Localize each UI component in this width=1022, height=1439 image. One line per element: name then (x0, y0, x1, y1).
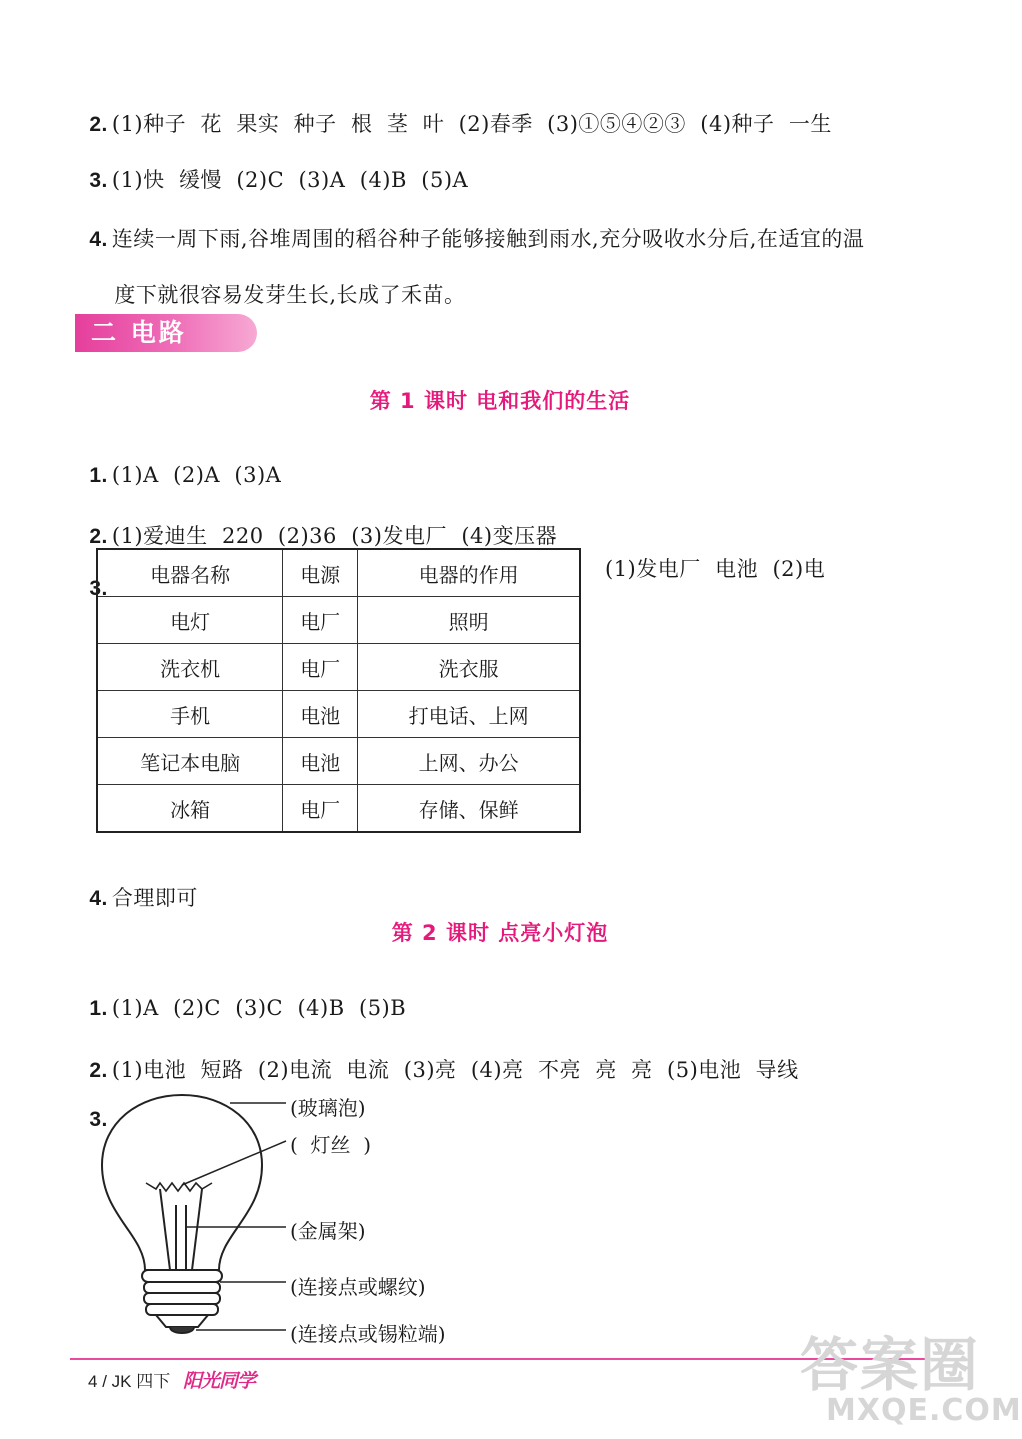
answer-text: (1)A (2)C (3)C (4)B (5)B (111, 996, 407, 1020)
screw-base-band (144, 1293, 220, 1304)
metal-support-right (192, 1189, 202, 1270)
table-cell: 打电话、上网 (358, 691, 580, 738)
table-header: 电器名称 (97, 549, 283, 597)
question-number: 2. (89, 113, 108, 136)
light-bulb-diagram (90, 1085, 290, 1350)
question-number: 4. (89, 228, 108, 251)
question-number: 1. (89, 997, 108, 1020)
question-number: 3. (89, 577, 108, 600)
table-row (97, 597, 580, 644)
answer-text: (1)种子 花 果实 种子 根 茎 叶 (2)春季 (3)①⑤④②③ (4)种子 一生 (111, 112, 832, 136)
base-tip (156, 1315, 208, 1327)
table-cell: 冰箱 (97, 785, 283, 833)
table-cell: 电池 (283, 738, 358, 785)
answer-line (75, 84, 832, 138)
bulb-label: (玻璃泡) (290, 1096, 366, 1120)
question-number: 2. (89, 1059, 108, 1082)
table-cell: 电厂 (283, 597, 358, 644)
table-cell: 照明 (358, 597, 580, 644)
answer-text: 合理即可 (111, 886, 198, 910)
table-row (97, 785, 580, 833)
answer-text: (1)A (2)A (3)A (111, 463, 282, 487)
answer-text: (1)电池 短路 (2)电流 电流 (3)亮 (4)亮 不亮 亮 亮 (5)电池 导线 (111, 1058, 799, 1082)
table-row (97, 691, 580, 738)
answer-line-continued (100, 255, 466, 309)
screw-base-band (142, 1270, 222, 1282)
watermark-title: 答案圈 (800, 1331, 981, 1399)
table-row (97, 644, 580, 691)
question-number: 2. (89, 525, 108, 548)
edition-label: JK 四下 (111, 1372, 171, 1391)
table-cell: 上网、办公 (358, 738, 580, 785)
section-header: 二 电路 (75, 314, 257, 352)
answer-line (75, 199, 864, 253)
answer-line (75, 858, 198, 912)
bulb-label: ( 灯丝 ) (290, 1133, 372, 1157)
table-header-row (97, 549, 580, 597)
page-number: 4 (88, 1372, 98, 1391)
brand-logo: 阳光同学 (182, 1370, 255, 1392)
table-cell: 电厂 (283, 644, 358, 691)
lesson-title: 第 1 课时 电和我们的生活 (369, 389, 631, 413)
table-header: 电器的作用 (358, 549, 580, 597)
page-footer (88, 1366, 255, 1393)
screw-base-band (144, 1282, 220, 1293)
answer-line (75, 496, 557, 550)
site-watermark (800, 1331, 1022, 1428)
answer-line (75, 1030, 799, 1084)
table-cell: 电池 (283, 691, 358, 738)
question-number: 4. (89, 887, 108, 910)
metal-support-left (160, 1189, 170, 1270)
glass-bulb-outline (102, 1095, 262, 1270)
question-number: 3. (89, 169, 108, 192)
solder-contact (170, 1327, 194, 1333)
answer-line (75, 972, 406, 1021)
table-cell: 笔记本电脑 (97, 738, 283, 785)
answer-line (75, 140, 468, 194)
footer-separator: / (102, 1372, 107, 1391)
table-cell: 洗衣服 (358, 644, 580, 691)
table-cell: 手机 (97, 691, 283, 738)
table-cell: 电灯 (97, 597, 283, 644)
table-cell: 存储、保鲜 (358, 785, 580, 833)
table-header: 电源 (283, 549, 358, 597)
answer-text: (1)快 缓慢 (2)C (3)A (4)B (5)A (111, 168, 469, 192)
answer-text: 连续一周下雨,谷堆周围的稻谷种子能够接触到雨水,充分吸收水分后,在适宜的温 (111, 227, 865, 251)
answer-line (75, 439, 281, 488)
table-row (97, 738, 580, 785)
watermark-url: MXQE.COM (826, 1393, 1022, 1428)
question-number: 3. (89, 1108, 108, 1131)
pointer-line (182, 1141, 286, 1185)
lesson-title: 第 2 课时 点亮小灯泡 (391, 921, 609, 945)
screw-base-band (146, 1304, 218, 1315)
answer-text: (1)爱迪生 220 (2)36 (3)发电厂 (4)变压器 (111, 524, 558, 548)
bulb-label: (连接点或锡粒端) (290, 1322, 446, 1346)
answer-text: 度下就很容易发芽生长,长成了禾苗。 (114, 283, 466, 307)
bulb-label: (金属架) (290, 1219, 366, 1243)
appliance-table (96, 548, 581, 833)
bulb-label: (连接点或螺纹) (290, 1275, 426, 1299)
answer-side-text: (1)发电厂 电池 (2)电 (605, 557, 826, 581)
table-cell: 洗衣机 (97, 644, 283, 691)
question-number: 1. (89, 464, 108, 487)
table-cell: 电厂 (283, 785, 358, 833)
